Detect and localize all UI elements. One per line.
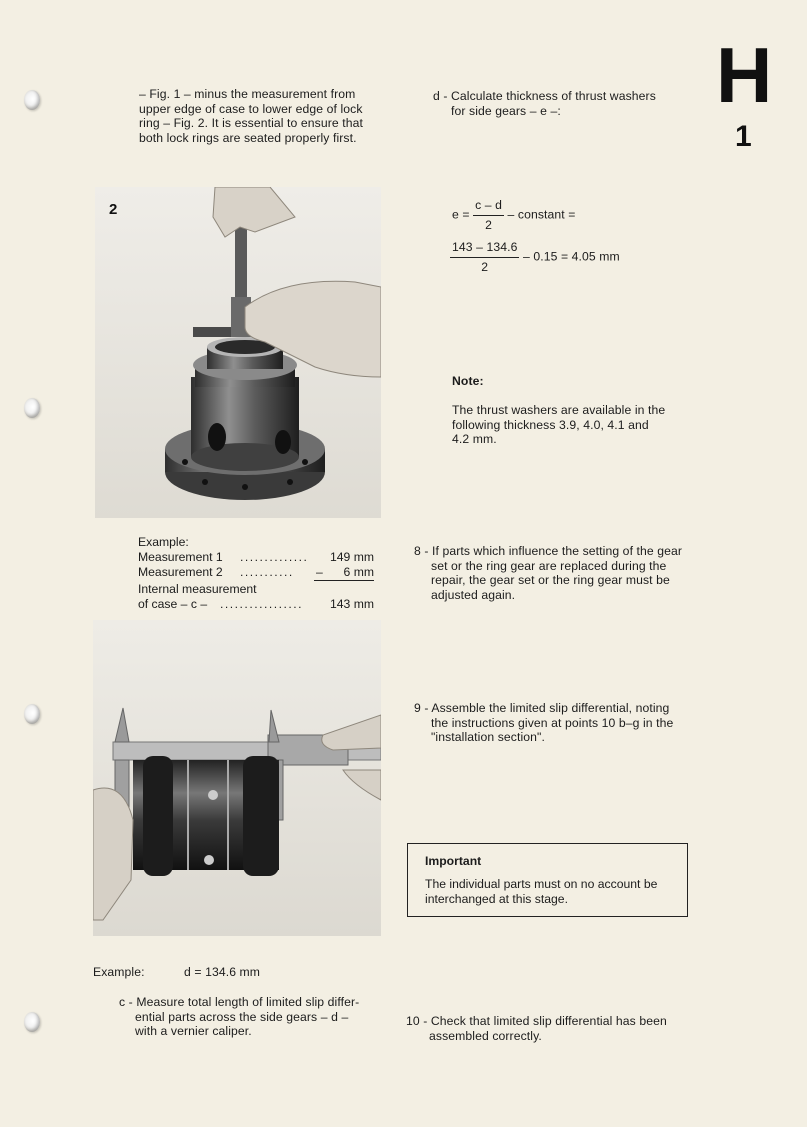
step-8 (414, 544, 696, 602)
text-line: The individual parts must on no account be (425, 877, 658, 891)
text-line: both lock rings are seated properly first. (139, 130, 357, 145)
text-line: 4.2 mm. (452, 432, 497, 447)
dot-leader: ................. (220, 597, 304, 611)
measurement-1-row (138, 550, 374, 564)
differential-case-depth-gauge-illustration (95, 187, 381, 518)
binder-hole (24, 90, 40, 110)
case-measurement-row (138, 597, 374, 611)
text-line: assembled correctly. (429, 1028, 542, 1043)
text-line: 10 - Check that limited slip differential has been (406, 1014, 667, 1028)
text-line: following thickness 3.9, 4.0, 4.1 and (452, 417, 649, 432)
binder-hole (24, 398, 40, 418)
important-title: Important (425, 854, 482, 868)
dot-leader: ........... (240, 565, 294, 579)
case-label: of case – c – (138, 597, 208, 611)
text-line: upper edge of case to lower edge of lock (139, 101, 363, 116)
fraction (450, 240, 519, 274)
internal-measurement-label: Internal measurement (138, 582, 257, 596)
measurement-1-value: 149 mm (329, 550, 374, 564)
text-line: 8 - If parts which influence the setting of the gear (414, 544, 683, 558)
figure-number: 2 (109, 201, 118, 218)
formula-result: – 0.15 = 4.05 mm (522, 249, 620, 264)
binder-hole (24, 1012, 40, 1032)
measurement-2-row (138, 565, 374, 579)
text-line: interchanged at this stage. (425, 892, 568, 906)
intro-paragraph (139, 87, 389, 145)
example-2-label: Example: (93, 965, 145, 979)
text-line: for side gears – e –: (451, 103, 561, 118)
text-line: 9 - Assemble the limited slip differential, noting (414, 701, 670, 715)
numerator: c – d (473, 198, 504, 216)
fraction (473, 198, 504, 232)
text-line: "installation section". (431, 730, 545, 745)
step-9 (414, 701, 696, 745)
step-10 (406, 1014, 696, 1043)
example-heading: Example: (138, 535, 189, 549)
vernier-caliper-measurement-illustration (93, 620, 381, 936)
text-line: d - Calculate thickness of thrust washers (433, 89, 656, 103)
numerator: 143 – 134.6 (450, 240, 519, 258)
text-line: The thrust washers are available in the (452, 403, 666, 417)
note-body (452, 403, 692, 447)
text-line: set or the ring gear are replaced during the (431, 558, 667, 573)
formula-lhs: e = (452, 207, 470, 222)
formula-rest: – constant = (507, 207, 576, 222)
text-line: repair, the gear set or the ring gear must be (431, 573, 670, 588)
text-line: – Fig. 1 – minus the measurement from (139, 87, 356, 101)
text-line: adjusted again. (431, 587, 516, 602)
text-line: ring – Fig. 2. It is essential to ensure that (139, 116, 363, 131)
caliper-photo (93, 620, 381, 936)
step-c (119, 995, 379, 1039)
section-letter: H (716, 31, 773, 119)
section-number: 1 (735, 120, 752, 153)
measurement-2-label: Measurement 2 (138, 565, 223, 579)
text-line: ential parts across the side gears – d – (135, 1009, 349, 1024)
minus-sign: – (316, 565, 323, 579)
figure-2-photo (95, 187, 381, 518)
formula-line-1 (452, 198, 575, 232)
text-line: with a vernier caliper. (135, 1024, 252, 1039)
important-notice-box (407, 843, 688, 917)
step-d (433, 89, 695, 118)
binder-hole (24, 704, 40, 724)
measurement-1-label: Measurement 1 (138, 550, 223, 564)
important-body (425, 877, 680, 907)
subtraction-rule (314, 580, 374, 581)
denominator: 2 (485, 217, 492, 232)
case-value: 143 mm (329, 597, 374, 611)
measurement-2-value: 6 mm (343, 565, 374, 579)
denominator: 2 (481, 259, 489, 274)
text-line: the instructions given at points 10 b–g in the (431, 715, 674, 730)
dot-leader: .............. (240, 550, 309, 564)
example-2-value: d = 134.6 mm (184, 965, 261, 979)
note-title: Note: (452, 374, 484, 388)
text-line: c - Measure total length of limited slip differ- (119, 995, 360, 1009)
formula-line-2 (450, 240, 620, 274)
